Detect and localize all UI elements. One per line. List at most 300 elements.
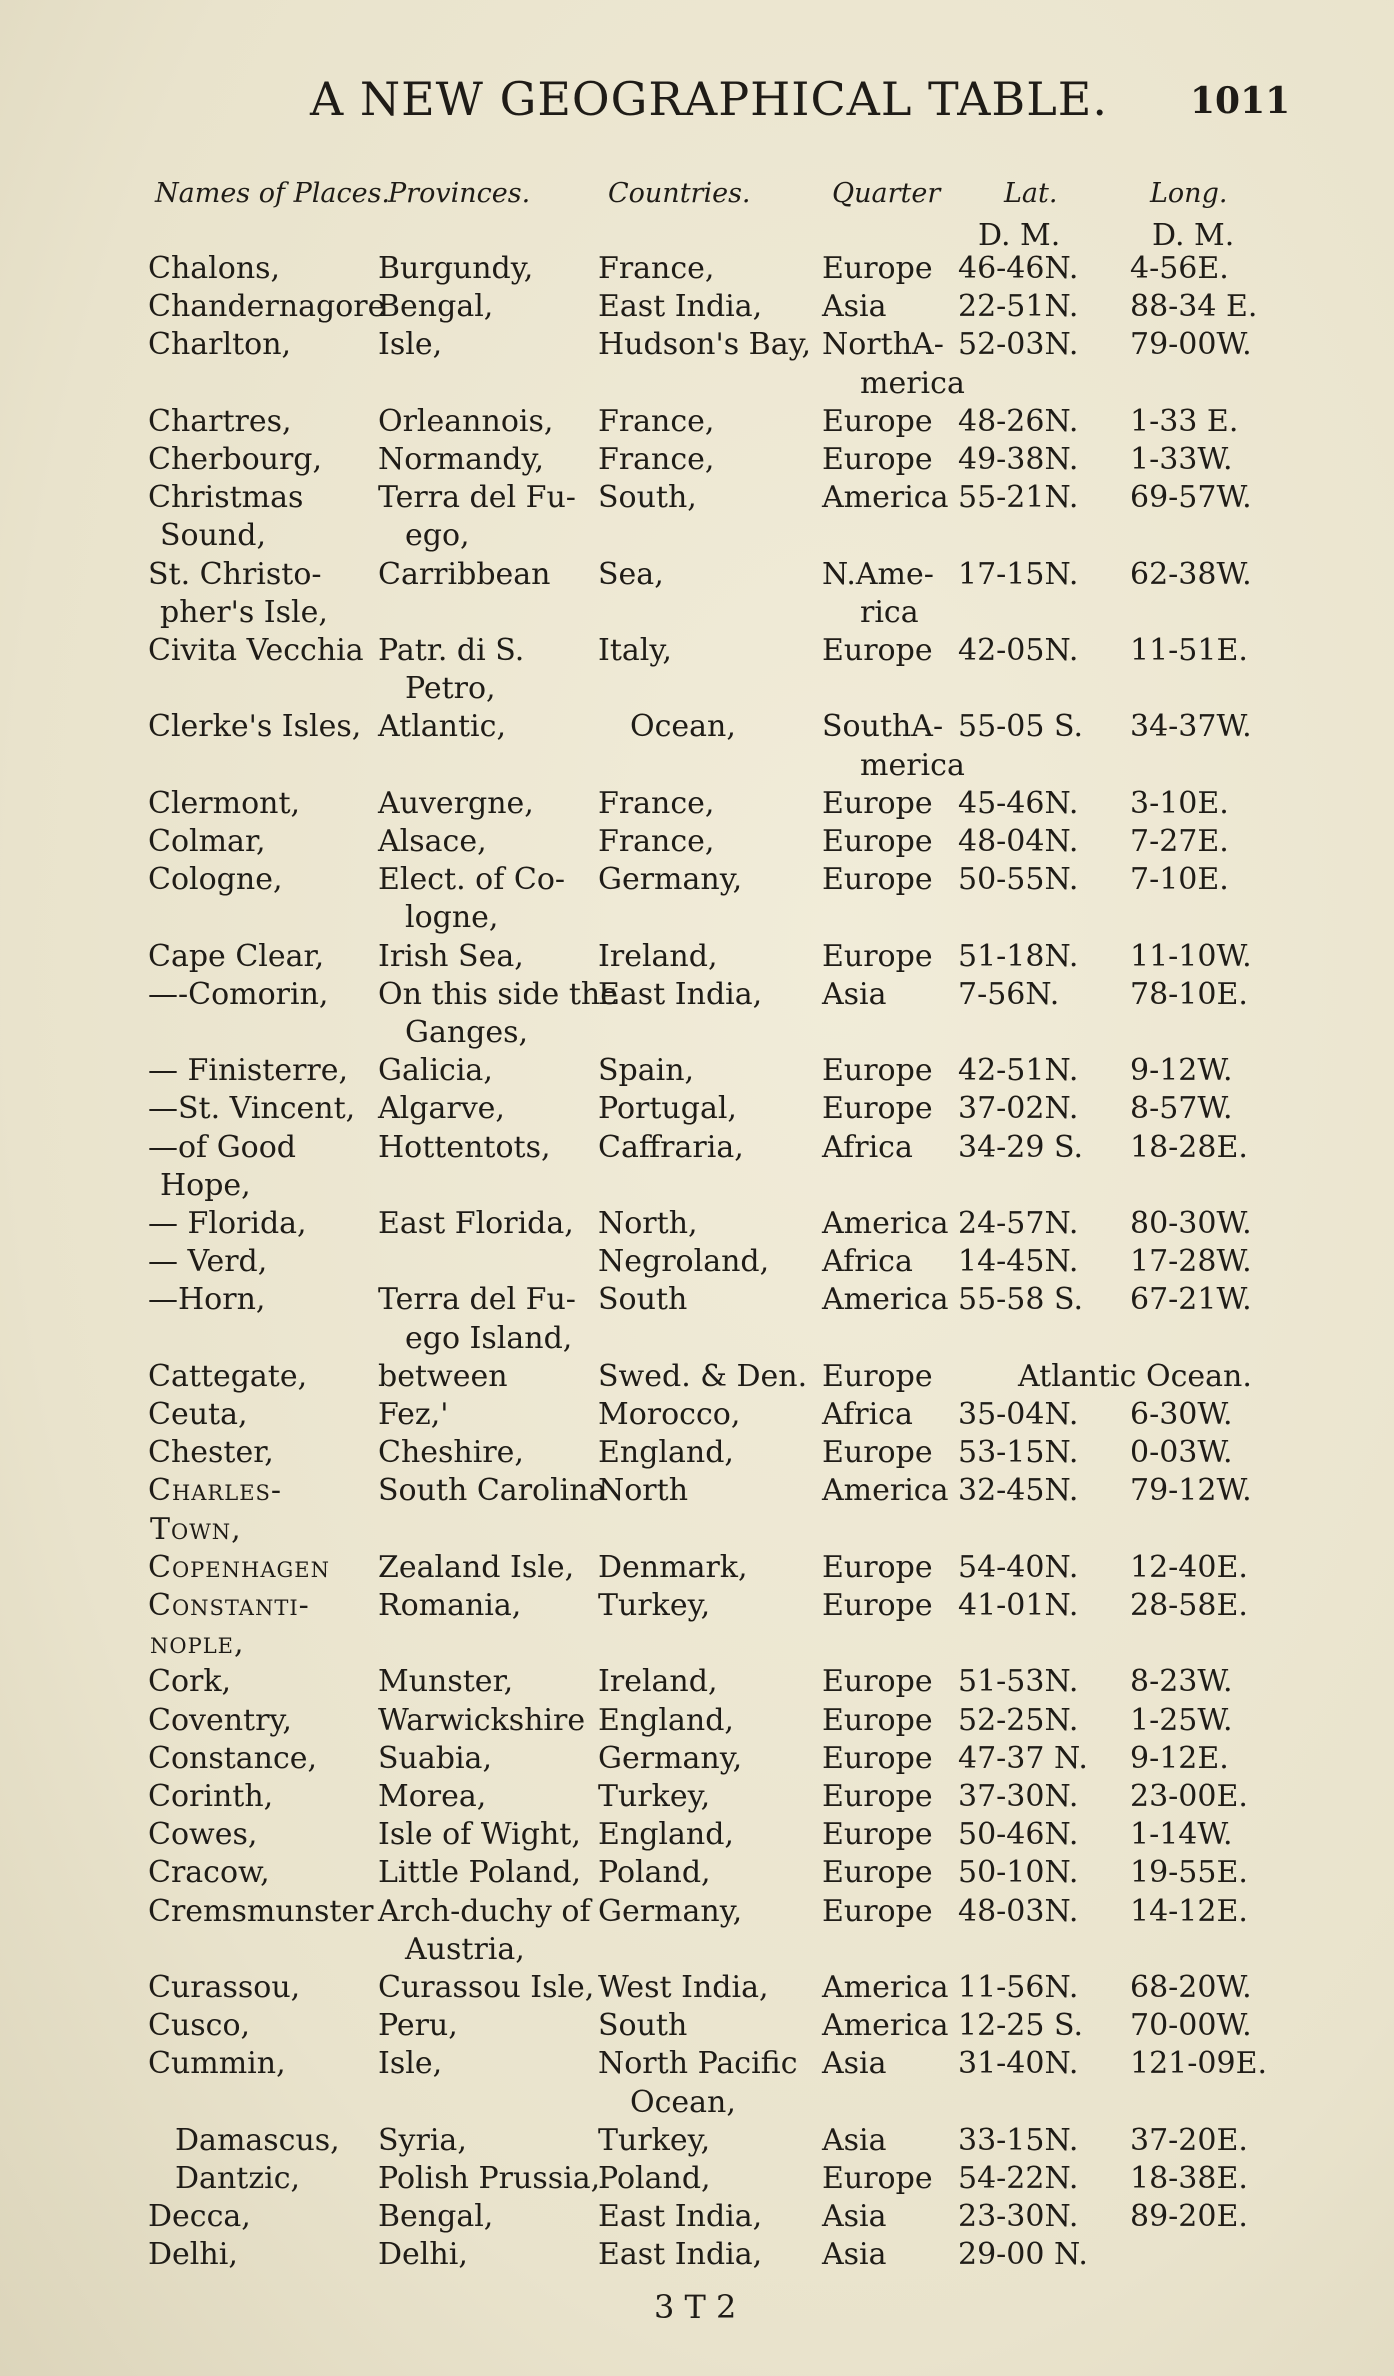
- province-cell: Polish Prussia,: [378, 2161, 601, 2196]
- latitude-cell: 24-57N.: [958, 1206, 1079, 1241]
- province-cell: Orleannois,: [378, 403, 554, 439]
- place-name-cell: Chester,: [148, 1435, 274, 1471]
- country-cell: Caffraria,: [598, 1129, 744, 1165]
- table-row: [0, 2198, 1394, 2236]
- table-row: [0, 365, 1394, 403]
- table-row: [0, 976, 1394, 1014]
- latitude-cell: Atlantic Ocean.: [1018, 1358, 1252, 1394]
- latitude-cell: 47-37 N.: [958, 1740, 1088, 1776]
- province-cell: Bengal,: [378, 2199, 494, 2235]
- latitude-cell: 17-15N.: [958, 556, 1079, 592]
- quarter-cell: Europe: [822, 442, 933, 477]
- latitude-cell: 37-02N.: [958, 1091, 1079, 1127]
- table-row: [0, 1663, 1394, 1701]
- table-row: [0, 1778, 1394, 1816]
- place-name-cell: St. Christo-: [148, 556, 322, 592]
- province-cell: Terra del Fu-: [378, 1282, 576, 1318]
- province-cell: South Carolina: [378, 1473, 607, 1509]
- column-header-lat: Lat.: [1004, 178, 1058, 209]
- place-name-cell: —-Comorin,: [148, 976, 329, 1012]
- place-name-cell: Chartres,: [148, 403, 292, 439]
- country-cell: France,: [598, 785, 715, 821]
- country-cell: North,: [598, 1206, 698, 1241]
- quarter-cell: Asia: [822, 2046, 887, 2082]
- longitude-cell: 7-27E.: [1130, 824, 1229, 859]
- country-cell: England,: [598, 1702, 734, 1738]
- quarter-cell: Europe: [822, 403, 933, 439]
- latitude-cell: 51-18N.: [958, 938, 1079, 974]
- quarter-cell: SouthA-: [822, 709, 944, 745]
- longitude-cell: 8-57W.: [1130, 1091, 1233, 1127]
- country-cell: Turkey,: [598, 1779, 711, 1814]
- table-row: [0, 899, 1394, 937]
- signature-mark: 3 T 2: [654, 2288, 737, 2326]
- place-name-cell: Ceuta,: [148, 1397, 248, 1432]
- latitude-cell: 55-21N.: [958, 480, 1079, 516]
- place-name-cell: Colmar,: [148, 824, 266, 859]
- column-header-countries: Countries.: [608, 178, 751, 209]
- province-cell: Carribbean: [378, 556, 551, 592]
- province-cell: Isle,: [378, 327, 443, 363]
- place-name-cell: Copenhagen: [148, 1549, 330, 1585]
- latitude-cell: 22-51N.: [958, 289, 1079, 325]
- column-header-provinces: Provinces.: [388, 178, 531, 209]
- table-row: [0, 1969, 1394, 2007]
- table-row: [0, 2236, 1394, 2274]
- quarter-cell: Europe: [822, 785, 933, 821]
- table-row: [0, 1052, 1394, 1090]
- table-row: [0, 1740, 1394, 1778]
- latitude-cell: 12-25 S.: [958, 2008, 1084, 2044]
- table-row: [0, 1511, 1394, 1549]
- table-row: [0, 1549, 1394, 1587]
- latitude-cell: 45-46N.: [958, 785, 1079, 821]
- quarter-cell: Europe: [822, 1893, 933, 1929]
- province-cell: Curassou Isle,: [378, 1970, 595, 2005]
- country-cell: Poland,: [598, 2161, 711, 2196]
- table-row: [0, 1358, 1394, 1396]
- quarter-cell: Europe: [822, 824, 933, 859]
- latitude-cell: 37-30N.: [958, 1779, 1079, 1814]
- province-cell: Irish Sea,: [378, 938, 524, 974]
- quarter-cell: Asia: [822, 2199, 887, 2235]
- quarter-cell: Europe: [822, 1817, 933, 1853]
- table-row: [0, 708, 1394, 746]
- longitude-cell: 1-33 E.: [1130, 403, 1239, 439]
- province-cell: Syria,: [378, 2122, 467, 2158]
- place-name-cell: Charles-: [148, 1473, 283, 1509]
- province-cell: Alsace,: [378, 824, 487, 859]
- table-row: [0, 594, 1394, 632]
- longitude-cell: 9-12W.: [1130, 1053, 1233, 1089]
- place-name-cell: —St. Vincent,: [148, 1091, 356, 1127]
- table-row: [0, 1854, 1394, 1892]
- quarter-cell: N.Ame-: [822, 556, 934, 592]
- country-cell: Germany,: [598, 862, 743, 898]
- longitude-cell: 68-20W.: [1130, 1970, 1252, 2005]
- place-name-cell: — Finisterre,: [148, 1053, 349, 1089]
- quarter-cell: Europe: [822, 1358, 933, 1394]
- place-name-cell: Cherbourg,: [148, 442, 323, 477]
- table-row: [0, 1281, 1394, 1319]
- place-name-cell: — Florida,: [148, 1206, 307, 1241]
- quarter-cell: America: [822, 1206, 949, 1241]
- place-name-cell: Cologne,: [148, 862, 283, 898]
- longitude-cell: 18-28E.: [1130, 1129, 1248, 1165]
- quarter-cell: NorthA-: [822, 327, 944, 363]
- place-name-cell: Cattegate,: [148, 1358, 308, 1394]
- quarter-cell: merica: [860, 365, 965, 401]
- latitude-cell: 42-51N.: [958, 1053, 1079, 1089]
- column-subheader-lat: D. M.: [978, 218, 1061, 253]
- table-row: [0, 288, 1394, 326]
- quarter-cell: Africa: [822, 1129, 913, 1165]
- province-cell: Patr. di S.: [378, 633, 525, 668]
- longitude-cell: 89-20E.: [1130, 2199, 1248, 2235]
- country-cell: Swed. & Den.: [598, 1358, 808, 1394]
- latitude-cell: 55-05 S.: [958, 709, 1084, 745]
- country-cell: Ireland,: [598, 938, 718, 974]
- country-cell: Turkey,: [598, 1588, 711, 1623]
- province-cell: Suabia,: [378, 1740, 492, 1776]
- province-cell: ego Island,: [405, 1320, 573, 1356]
- province-cell: Munster,: [378, 1664, 514, 1700]
- place-name-cell: Sound,: [160, 518, 266, 554]
- longitude-cell: 23-00E.: [1130, 1779, 1248, 1814]
- table-row: [0, 1090, 1394, 1128]
- place-name-cell: Cremsmunster: [148, 1893, 374, 1929]
- longitude-cell: 79-00W.: [1130, 327, 1252, 363]
- place-name-cell: — Verd,: [148, 1244, 268, 1280]
- province-cell: Ganges,: [405, 1015, 529, 1050]
- quarter-cell: America: [822, 480, 949, 516]
- column-header-names: Names of Places.: [155, 178, 391, 209]
- quarter-cell: Europe: [822, 1091, 933, 1127]
- table-row: [0, 1129, 1394, 1167]
- table-row: [0, 403, 1394, 441]
- column-subheader-long: D. M.: [1152, 218, 1235, 253]
- province-cell: Galicia,: [378, 1053, 493, 1089]
- quarter-cell: Europe: [822, 1435, 933, 1471]
- quarter-cell: America: [822, 1282, 949, 1318]
- province-cell: Algarve,: [378, 1091, 505, 1127]
- longitude-cell: 80-30W.: [1130, 1206, 1252, 1241]
- quarter-cell: Europe: [822, 1779, 933, 1814]
- latitude-cell: 11-56N.: [958, 1970, 1079, 2005]
- quarter-cell: Europe: [822, 633, 933, 668]
- place-name-cell: Hope,: [160, 1167, 251, 1203]
- country-cell: East India,: [598, 2237, 763, 2273]
- place-name-cell: Chalons,: [148, 251, 281, 286]
- province-cell: Zealand Isle,: [378, 1549, 575, 1585]
- province-cell: ego,: [405, 518, 470, 554]
- table-row: [0, 2045, 1394, 2083]
- country-cell: Italy,: [598, 633, 672, 668]
- country-cell: Poland,: [598, 1855, 711, 1891]
- table-row: [0, 479, 1394, 517]
- table-row: [0, 1243, 1394, 1281]
- country-cell: Sea,: [598, 556, 664, 592]
- province-cell: Auvergne,: [378, 785, 534, 821]
- longitude-cell: 9-12E.: [1130, 1740, 1229, 1776]
- latitude-cell: 23-30N.: [958, 2199, 1079, 2235]
- latitude-cell: 46-46N.: [958, 251, 1079, 286]
- country-cell: England,: [598, 1817, 734, 1853]
- latitude-cell: 48-26N.: [958, 403, 1079, 439]
- country-cell: South,: [598, 480, 697, 516]
- table-row: [0, 441, 1394, 479]
- country-cell: South: [598, 1282, 688, 1318]
- quarter-cell: merica: [860, 747, 965, 783]
- quarter-cell: rica: [860, 594, 919, 630]
- latitude-cell: 34-29 S.: [958, 1129, 1084, 1165]
- table-row: [0, 1587, 1394, 1625]
- table-row: [0, 1816, 1394, 1854]
- province-cell: Normandy,: [378, 442, 545, 477]
- longitude-cell: 17-28W.: [1130, 1244, 1252, 1280]
- longitude-cell: 12-40E.: [1130, 1549, 1248, 1585]
- country-cell: Germany,: [598, 1893, 743, 1929]
- table-row: [0, 2122, 1394, 2160]
- place-name-cell: Coventry,: [148, 1702, 292, 1738]
- province-cell: East Florida,: [378, 1206, 574, 1241]
- place-name-cell: Constance,: [148, 1740, 318, 1776]
- longitude-cell: 34-37W.: [1130, 709, 1252, 745]
- table-row: [0, 823, 1394, 861]
- place-name-cell: Constanti-: [148, 1588, 310, 1623]
- country-cell: Denmark,: [598, 1549, 748, 1585]
- place-name-cell: Clermont,: [148, 785, 301, 821]
- page-number: 1011: [1190, 80, 1291, 122]
- quarter-cell: Asia: [822, 2122, 887, 2158]
- longitude-cell: 11-51E.: [1130, 633, 1248, 668]
- quarter-cell: Asia: [822, 289, 887, 325]
- place-name-cell: Damascus,: [175, 2122, 340, 2158]
- table-row: [0, 326, 1394, 364]
- place-name-cell: Christmas: [148, 480, 304, 516]
- latitude-cell: 29-00 N.: [958, 2237, 1088, 2273]
- quarter-cell: Europe: [822, 1664, 933, 1700]
- country-cell: Portugal,: [598, 1091, 737, 1127]
- quarter-cell: Europe: [822, 938, 933, 974]
- longitude-cell: 70-00W.: [1130, 2008, 1252, 2044]
- column-header-long: Long.: [1150, 178, 1228, 209]
- latitude-cell: 51-53N.: [958, 1664, 1079, 1700]
- quarter-cell: America: [822, 2008, 949, 2044]
- province-cell: Atlantic,: [378, 709, 506, 745]
- country-cell: France,: [598, 251, 715, 286]
- country-cell: Ocean,: [630, 2084, 736, 2120]
- table-row: [0, 2084, 1394, 2122]
- province-cell: Isle of Wight,: [378, 1817, 581, 1853]
- place-name-cell: —Horn,: [148, 1282, 266, 1318]
- place-name-cell: Cowes,: [148, 1817, 258, 1853]
- longitude-cell: 4-56E.: [1130, 251, 1229, 286]
- table-row: [0, 1434, 1394, 1472]
- longitude-cell: 1-14W.: [1130, 1817, 1233, 1853]
- quarter-cell: Africa: [822, 1397, 913, 1432]
- latitude-cell: 50-10N.: [958, 1855, 1079, 1891]
- latitude-cell: 14-45N.: [958, 1244, 1079, 1280]
- country-cell: France,: [598, 442, 715, 477]
- quarter-cell: Europe: [822, 1549, 933, 1585]
- longitude-cell: 19-55E.: [1130, 1855, 1248, 1891]
- quarter-cell: Europe: [822, 1740, 933, 1776]
- quarter-cell: Europe: [822, 2161, 933, 2196]
- province-cell: On this side the: [378, 976, 618, 1012]
- table-row: [0, 785, 1394, 823]
- quarter-cell: America: [822, 1970, 949, 2005]
- province-cell: Austria,: [405, 1931, 525, 1967]
- place-name-cell: pher's Isle,: [160, 594, 328, 630]
- country-cell: Hudson's Bay,: [598, 327, 812, 363]
- province-cell: between: [378, 1358, 508, 1394]
- latitude-cell: 42-05N.: [958, 633, 1079, 668]
- province-cell: Little Poland,: [378, 1855, 582, 1891]
- place-name-cell: Curassou,: [148, 1970, 301, 2005]
- longitude-cell: 88-34 E.: [1130, 289, 1258, 325]
- table-row: [0, 632, 1394, 670]
- table-row: [0, 1893, 1394, 1931]
- table-row: [0, 1625, 1394, 1663]
- place-name-cell: Dantzic,: [175, 2161, 301, 2196]
- longitude-cell: 18-38E.: [1130, 2161, 1248, 2196]
- country-cell: Ireland,: [598, 1664, 718, 1700]
- table-row: [0, 938, 1394, 976]
- table-row: [0, 747, 1394, 785]
- province-cell: Petro,: [405, 671, 496, 707]
- table-row: [0, 517, 1394, 555]
- country-cell: South: [598, 2008, 688, 2044]
- latitude-cell: 7-56N.: [958, 976, 1060, 1012]
- province-cell: Bengal,: [378, 289, 494, 325]
- table-row: [0, 861, 1394, 899]
- country-cell: East India,: [598, 2199, 763, 2235]
- country-cell: Morocco,: [598, 1397, 741, 1432]
- table-row: [0, 1320, 1394, 1358]
- longitude-cell: 1-25W.: [1130, 1702, 1233, 1738]
- quarter-cell: Asia: [822, 976, 887, 1012]
- longitude-cell: 121-09E.: [1130, 2046, 1268, 2082]
- latitude-cell: 31-40N.: [958, 2046, 1079, 2082]
- province-cell: Terra del Fu-: [378, 480, 576, 516]
- longitude-cell: 28-58E.: [1130, 1588, 1248, 1623]
- latitude-cell: 50-55N.: [958, 862, 1079, 898]
- latitude-cell: 49-38N.: [958, 442, 1079, 477]
- province-cell: Burgundy,: [378, 251, 534, 286]
- column-header-quarter: Quarter: [832, 178, 941, 209]
- latitude-cell: 54-22N.: [958, 2161, 1079, 2196]
- table-row: [0, 1396, 1394, 1434]
- country-cell: North: [598, 1473, 689, 1509]
- latitude-cell: 52-03N.: [958, 327, 1079, 363]
- place-name-cell: Charlton,: [148, 327, 292, 363]
- province-cell: Isle,: [378, 2046, 443, 2082]
- quarter-cell: Europe: [822, 1855, 933, 1891]
- place-name-cell: nople,: [150, 1626, 245, 1662]
- latitude-cell: 54-40N.: [958, 1549, 1079, 1585]
- place-name-cell: Delhi,: [148, 2237, 238, 2273]
- page-header: [300, 72, 1300, 132]
- longitude-cell: 1-33W.: [1130, 442, 1233, 477]
- latitude-cell: 50-46N.: [958, 1817, 1079, 1853]
- quarter-cell: Europe: [822, 1588, 933, 1623]
- country-cell: Turkey,: [598, 2122, 711, 2158]
- quarter-cell: Europe: [822, 862, 933, 898]
- table-row: [0, 2007, 1394, 2045]
- place-name-cell: —of Good: [148, 1129, 296, 1165]
- table-row: [0, 556, 1394, 594]
- longitude-cell: 37-20E.: [1130, 2122, 1248, 2158]
- quarter-cell: Europe: [822, 251, 933, 286]
- province-cell: Fez,': [378, 1397, 449, 1432]
- place-name-cell: Decca,: [148, 2199, 251, 2235]
- place-name-cell: Cummin,: [148, 2046, 286, 2082]
- table-row: [0, 2160, 1394, 2198]
- latitude-cell: 48-04N.: [958, 824, 1079, 859]
- latitude-cell: 35-04N.: [958, 1397, 1079, 1432]
- table-row: [0, 1702, 1394, 1740]
- page-title: A NEW GEOGRAPHICAL TABLE.: [310, 72, 1108, 126]
- province-cell: Morea,: [378, 1779, 487, 1814]
- place-name-cell: Clerke's Isles,: [148, 709, 362, 745]
- province-cell: Romania,: [378, 1588, 522, 1623]
- longitude-cell: 8-23W.: [1130, 1664, 1233, 1700]
- country-cell: West India,: [598, 1970, 769, 2005]
- place-name-cell: Cracow,: [148, 1855, 270, 1891]
- latitude-cell: 33-15N.: [958, 2122, 1079, 2158]
- latitude-cell: 48-03N.: [958, 1893, 1079, 1929]
- province-cell: Delhi,: [378, 2237, 468, 2273]
- country-cell: Ocean,: [630, 709, 736, 745]
- province-cell: Warwickshire: [378, 1702, 586, 1738]
- province-cell: Elect. of Co-: [378, 862, 566, 898]
- longitude-cell: 11-10W.: [1130, 938, 1252, 974]
- table-row: [0, 670, 1394, 708]
- latitude-cell: 52-25N.: [958, 1702, 1079, 1738]
- table-row: [0, 1014, 1394, 1052]
- country-cell: Spain,: [598, 1053, 695, 1089]
- table-row: [0, 1931, 1394, 1969]
- country-cell: England,: [598, 1435, 734, 1471]
- country-cell: East India,: [598, 289, 763, 325]
- quarter-cell: Europe: [822, 1053, 933, 1089]
- table-row: [0, 1472, 1394, 1510]
- latitude-cell: 53-15N.: [958, 1435, 1079, 1471]
- country-cell: Negroland,: [598, 1244, 770, 1280]
- table-row: [0, 1167, 1394, 1205]
- place-name-cell: Cusco,: [148, 2008, 251, 2044]
- province-cell: Cheshire,: [378, 1435, 524, 1471]
- country-cell: East India,: [598, 976, 763, 1012]
- place-name-cell: Town,: [150, 1511, 242, 1547]
- longitude-cell: 79-12W.: [1130, 1473, 1252, 1509]
- longitude-cell: 62-38W.: [1130, 556, 1252, 592]
- longitude-cell: 69-57W.: [1130, 480, 1252, 516]
- longitude-cell: 7-10E.: [1130, 862, 1229, 898]
- quarter-cell: Asia: [822, 2237, 887, 2273]
- place-name-cell: Corinth,: [148, 1779, 274, 1814]
- table-row: [0, 1205, 1394, 1243]
- place-name-cell: Cork,: [148, 1664, 232, 1700]
- province-cell: Hottentots,: [378, 1129, 551, 1165]
- place-name-cell: Cape Clear,: [148, 938, 325, 974]
- country-cell: Germany,: [598, 1740, 743, 1776]
- table-row: [0, 250, 1394, 288]
- country-cell: France,: [598, 403, 715, 439]
- latitude-cell: 55-58 S.: [958, 1282, 1084, 1318]
- longitude-cell: 14-12E.: [1130, 1893, 1248, 1929]
